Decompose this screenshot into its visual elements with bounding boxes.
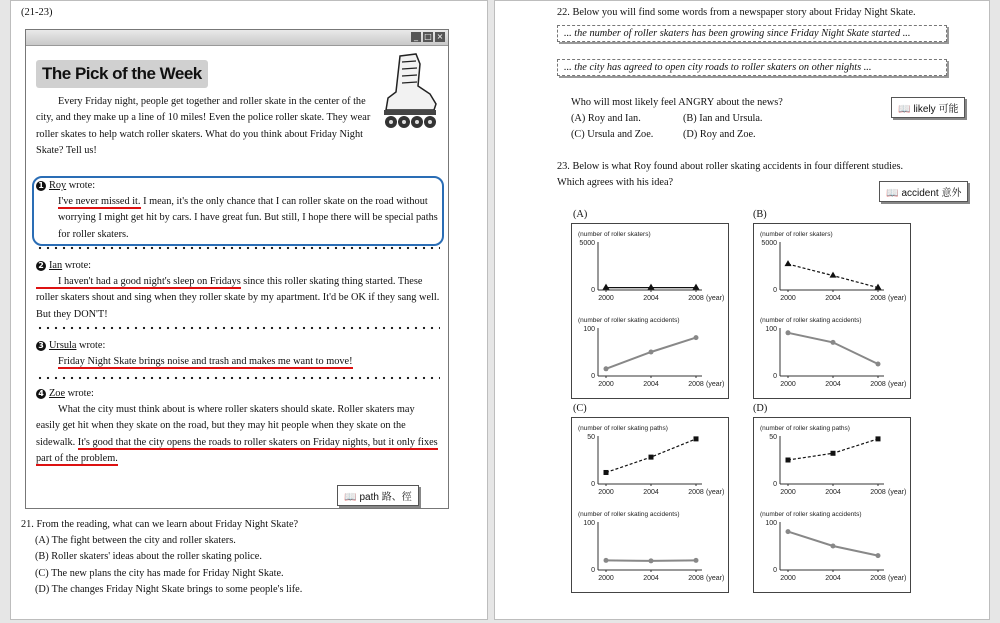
pick-window	[25, 29, 449, 509]
intro-text: Every Friday night, people get together and roller skate in the center of the city, and they make up a line of 10 miles! Even the police roller skate. They wear roller skates to help watch roller skaters. What do you think about Friday Night Skate? Tell us!	[36, 96, 371, 156]
chart7-xunit: (year)	[888, 575, 907, 582]
chart7-point	[831, 544, 836, 549]
q22-question: Who will most likely feel ANGRY about the news?	[571, 97, 783, 108]
post-highlight: I haven't had a good night's sleep on Fridays	[36, 276, 241, 289]
chart-d	[754, 418, 912, 594]
gloss-likely	[891, 97, 965, 118]
chart0-xtick-label: 2000	[598, 295, 614, 302]
chart-label-a: (A)	[573, 209, 588, 220]
option-c[interactable]: (C) Ursula and Zoe.	[571, 129, 654, 140]
minimize-icon[interactable]: _	[411, 32, 421, 42]
post-zoe	[36, 386, 440, 467]
book-icon: 📖	[898, 104, 911, 115]
chart5-xtick-label: 2008	[688, 575, 704, 582]
gloss-path	[337, 485, 419, 506]
gloss-text: path 路、徑	[359, 492, 412, 503]
chart0-ylabel: (number of roller skaters)	[578, 231, 651, 238]
question-range: (21-23)	[21, 7, 53, 18]
chart7-xtick-label: 2000	[780, 575, 796, 582]
close-icon[interactable]: ×	[436, 32, 444, 41]
post-body: I mean, it's the only chance that I can roller skate on the road without worrying I might get hit by cars. I have great fun. But still, I hope there will be special paths for roller skaters.	[58, 196, 438, 240]
chart2-ytick-min: 0	[773, 287, 777, 294]
post-ursula	[36, 338, 440, 370]
left-page	[10, 0, 488, 620]
chart4-point	[604, 470, 609, 475]
post-body: What the city must think about is where roller skaters should skate. Roller skaters may easily get hit when they skate on the road, but they may hit people when they skate on the sidewalk.	[36, 404, 415, 448]
chart0-xtick-label: 2008	[688, 295, 704, 302]
chart6-ytick-max: 50	[769, 434, 777, 441]
page-title: The Pick of the Week	[36, 60, 208, 88]
chart4-ylabel: (number of roller skating paths)	[578, 425, 668, 432]
chart2-ytick-max: 5000	[761, 240, 777, 247]
chart7-point	[876, 553, 881, 558]
option-d[interactable]: (D) Roy and Zoe.	[683, 129, 756, 140]
post-number: 4	[36, 389, 46, 399]
option-b[interactable]: (B) Ian and Ursula.	[683, 113, 763, 124]
gloss-accident	[879, 181, 968, 202]
chart6-ytick-min: 0	[773, 481, 777, 488]
chart1-point	[694, 335, 699, 340]
chart-panel-a[interactable]	[571, 223, 729, 399]
post-author: Zoe	[49, 388, 66, 399]
chart3-series-line	[788, 333, 878, 364]
right-page	[494, 0, 990, 620]
chart7-ytick-max: 100	[765, 520, 777, 527]
divider	[36, 326, 440, 330]
chart2-xunit: (year)	[888, 295, 907, 302]
chart1-ytick-max: 100	[583, 326, 595, 333]
chart6-xunit: (year)	[888, 489, 907, 496]
chart5-point	[604, 558, 609, 563]
chart-c	[572, 418, 730, 594]
post-roy	[36, 178, 440, 243]
chart3-point	[786, 330, 791, 335]
window-titlebar	[26, 30, 448, 46]
chart5-xtick-label: 2004	[643, 575, 659, 582]
chart3-ylabel: (number of roller skating accidents)	[760, 317, 862, 324]
chart1-ytick-min: 0	[591, 373, 595, 380]
book-icon: 📖	[344, 492, 357, 503]
chart1-ylabel: (number of roller skating accidents)	[578, 317, 680, 324]
post-number: 2	[36, 261, 46, 271]
gloss-text: likely 可能	[913, 104, 959, 115]
post-highlight: It's good that the city opens the roads to roller skaters on Friday nights, but it only fixes part of the problem.	[36, 436, 438, 464]
chart7-point	[786, 529, 791, 534]
option-d[interactable]: (D) The changes Friday Night Skate brings to some people's life.	[35, 583, 303, 595]
chart7-xtick-label: 2004	[825, 575, 841, 582]
chart4-xtick-label: 2008	[688, 489, 704, 496]
post-author: Ian	[49, 260, 63, 271]
chart1-xtick-label: 2008	[688, 381, 704, 388]
chart2-point	[830, 272, 837, 278]
post-highlight: I've never missed it.	[58, 196, 141, 208]
chart-a	[572, 224, 730, 400]
chart3-ytick-min: 0	[773, 373, 777, 380]
chart-label-d: (D)	[753, 403, 768, 414]
post-highlight: Friday Night Skate brings noise and trash and makes me want to move!	[58, 356, 353, 368]
maximize-icon[interactable]: □	[424, 32, 432, 41]
option-a[interactable]: (A) Roy and Ian.	[571, 113, 641, 124]
question-21	[21, 517, 331, 598]
chart6-ylabel: (number of roller skating paths)	[760, 425, 850, 432]
chart3-xunit: (year)	[888, 381, 907, 388]
chart7-xtick-label: 2008	[870, 575, 886, 582]
chart4-ytick-min: 0	[591, 481, 595, 488]
gloss-text: accident 意外	[901, 188, 962, 199]
option-a[interactable]: (A) The fight between the city and roller skaters.	[35, 535, 236, 547]
post-wrote: wrote:	[76, 340, 106, 351]
q23-stem: 23. Below is what Roy found about roller skating accidents in four different studies. Which agrees with his idea?	[557, 161, 904, 188]
post-wrote: wrote:	[66, 180, 96, 191]
chart0-xunit: (year)	[706, 295, 725, 302]
chart-b	[754, 224, 912, 400]
chart-panel-c[interactable]	[571, 417, 729, 593]
divider	[36, 246, 440, 250]
chart5-point	[649, 558, 654, 563]
quote-1: ... the number of roller skaters has been growing since Friday Night Skate started ...	[557, 25, 947, 42]
roller-skate-icon	[378, 52, 440, 132]
quote-2: ... the city has agreed to open city roads to roller skaters on other nights ...	[557, 59, 947, 76]
q22-options	[571, 111, 795, 143]
chart3-point	[831, 340, 836, 345]
chart2-xtick-label: 2008	[870, 295, 886, 302]
chart5-xtick-label: 2000	[598, 575, 614, 582]
chart6-xtick-label: 2000	[780, 489, 796, 496]
chart-panel-b[interactable]	[753, 223, 911, 399]
chart4-ytick-max: 50	[587, 434, 595, 441]
chart7-ytick-min: 0	[773, 567, 777, 574]
book-icon: 📖	[886, 188, 899, 199]
chart1-xunit: (year)	[706, 381, 725, 388]
q22-stem: 22. Below you will find some words from a newspaper story about Friday Night Skate.	[557, 7, 916, 18]
chart6-series-line	[788, 439, 878, 460]
chart3-xtick-label: 2000	[780, 381, 796, 388]
post-wrote: wrote:	[65, 388, 94, 399]
divider	[36, 376, 440, 380]
post-author: Ursula	[49, 340, 77, 351]
chart5-point	[694, 558, 699, 563]
chart2-ylabel: (number of roller skaters)	[760, 231, 833, 238]
chart4-point	[649, 455, 654, 460]
chart5-ylabel: (number of roller skating accidents)	[578, 511, 680, 518]
chart4-xtick-label: 2004	[643, 489, 659, 496]
chart5-ytick-min: 0	[591, 567, 595, 574]
option-c[interactable]: (C) The new plans the city has made for Friday Night Skate.	[35, 567, 284, 579]
chart0-ytick-min: 0	[591, 287, 595, 294]
chart0-point	[648, 284, 655, 290]
chart1-xtick-label: 2004	[643, 381, 659, 388]
chart0-point	[693, 284, 700, 290]
chart4-xtick-label: 2000	[598, 489, 614, 496]
chart-label-c: (C)	[573, 403, 587, 414]
chart5-xunit: (year)	[706, 575, 725, 582]
chart6-point	[786, 458, 791, 463]
chart6-xtick-label: 2004	[825, 489, 841, 496]
question-stem: 21. From the reading, what can we learn about Friday Night Skate?	[21, 519, 299, 530]
chart1-xtick-label: 2000	[598, 381, 614, 388]
chart0-xtick-label: 2004	[643, 295, 659, 302]
chart1-point	[649, 350, 654, 355]
post-number: 3	[36, 341, 46, 351]
chart3-xtick-label: 2004	[825, 381, 841, 388]
chart6-point	[876, 436, 881, 441]
chart7-ylabel: (number of roller skating accidents)	[760, 511, 862, 518]
post-ian	[36, 258, 440, 323]
chart0-point	[603, 284, 610, 290]
post-number: 1	[36, 181, 46, 191]
chart-label-b: (B)	[753, 209, 767, 220]
chart-panel-d[interactable]	[753, 417, 911, 593]
post-body: since this roller skating thing started. These roller skaters shout and sing when they roller skate by my apartment. It'd be OK if they sang well. But they DON'T!	[36, 276, 440, 320]
chart2-xtick-label: 2004	[825, 295, 841, 302]
chart3-xtick-label: 2008	[870, 381, 886, 388]
chart6-xtick-label: 2008	[870, 489, 886, 496]
chart6-point	[831, 451, 836, 456]
chart3-point	[876, 362, 881, 367]
post-author: Roy	[49, 180, 67, 191]
chart2-xtick-label: 2000	[780, 295, 796, 302]
option-b[interactable]: (B) Roller skaters' ideas about the roller skating police.	[35, 551, 262, 563]
chart4-xunit: (year)	[706, 489, 725, 496]
chart3-ytick-max: 100	[765, 326, 777, 333]
post-wrote: wrote:	[62, 260, 92, 271]
chart4-point	[694, 436, 699, 441]
chart5-ytick-max: 100	[583, 520, 595, 527]
chart2-point	[785, 260, 792, 266]
chart0-ytick-max: 5000	[579, 240, 595, 247]
chart1-point	[604, 366, 609, 371]
